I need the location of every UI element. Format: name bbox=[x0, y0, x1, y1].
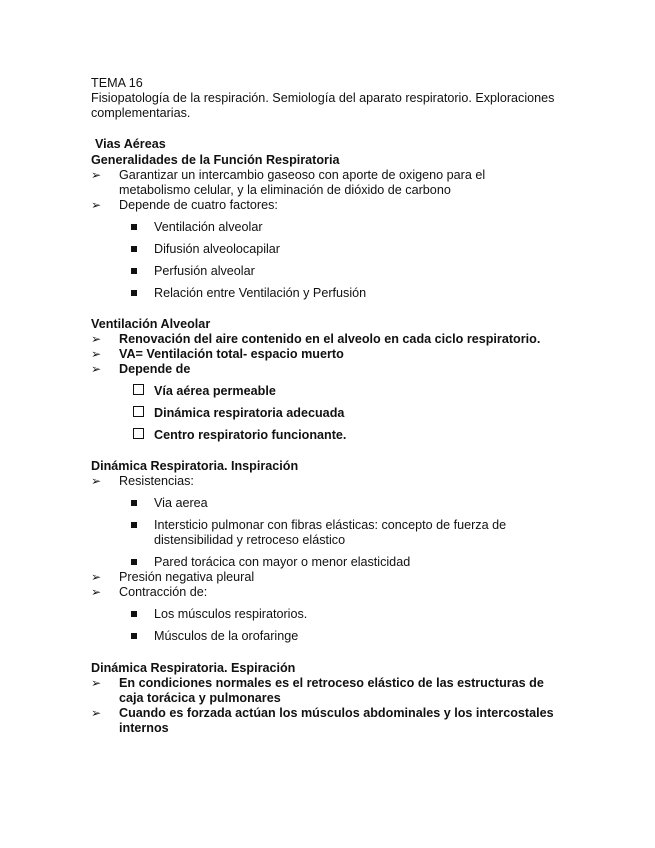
section-heading: Ventilación Alveolar bbox=[91, 317, 211, 331]
square-bullet-icon bbox=[131, 224, 137, 230]
arrow-bullet-icon: ➢ bbox=[91, 676, 102, 690]
section-ventilacion-alveolar bbox=[91, 317, 571, 443]
sub-list-item: Pared torácica con mayor o menor elasticidad bbox=[91, 555, 571, 570]
square-bullet-icon bbox=[131, 246, 137, 252]
square-bullet-icon bbox=[131, 290, 137, 296]
section-generalidades bbox=[91, 153, 571, 301]
checkbox-icon bbox=[133, 406, 144, 417]
list-item: ➢ Resistencias: bbox=[91, 474, 194, 488]
checkbox-item: Dinámica respiratoria adecuada bbox=[91, 406, 571, 421]
arrow-bullet-icon: ➢ bbox=[91, 168, 102, 182]
list-item: ➢ Presión negativa pleural bbox=[91, 570, 255, 584]
square-bullet-icon bbox=[131, 522, 137, 528]
checkbox-icon bbox=[133, 428, 144, 439]
arrow-bullet-icon: ➢ bbox=[91, 585, 102, 599]
section-vias-aereas: Vias Aéreas bbox=[95, 137, 166, 151]
section-heading: Dinámica Respiratoria. Espiración bbox=[91, 661, 296, 675]
square-bullet-icon bbox=[131, 500, 137, 506]
list-item: ➢ Depende de cuatro factores: bbox=[91, 198, 278, 212]
sub-list-item: Intersticio pulmonar con fibras elásticas: concepto de fuerza de distensibilidad y retroceso elástico bbox=[91, 518, 524, 548]
list-item: ➢ Cuando es forzada actúan los músculos abdominales y los intercostales internos bbox=[91, 706, 554, 735]
square-bullet-icon bbox=[131, 559, 137, 565]
list-item: ➢ Renovación del aire contenido en el alveolo en cada ciclo respiratorio. bbox=[91, 332, 541, 346]
arrow-bullet-icon: ➢ bbox=[91, 332, 102, 346]
arrow-bullet-icon: ➢ bbox=[91, 706, 102, 720]
list-item: ➢ Contracción de: bbox=[91, 585, 208, 599]
list-item: ➢ Garantizar un intercambio gaseoso con aporte de oxigeno para el metabolismo celular, y la eliminación de dióxido de carbono bbox=[91, 168, 486, 197]
list-item: ➢ Depende de bbox=[91, 362, 191, 376]
sub-list-item: Músculos de la orofaringe bbox=[91, 629, 571, 644]
sub-list-item: Perfusión alveolar bbox=[91, 264, 571, 279]
square-bullet-icon bbox=[131, 268, 137, 274]
sub-list-item: Via aerea bbox=[91, 496, 571, 511]
checkbox-item: Centro respiratorio funcionante. bbox=[91, 428, 571, 443]
section-heading: Dinámica Respiratoria. Inspiración bbox=[91, 459, 299, 473]
section-espiracion bbox=[91, 661, 571, 736]
section-inspiracion bbox=[91, 459, 571, 644]
checkbox-icon bbox=[133, 384, 144, 395]
sub-list-item: Los músculos respiratorios. bbox=[91, 607, 571, 622]
sub-list-item: Ventilación alveolar bbox=[91, 220, 571, 235]
sub-list-item: Difusión alveolocapilar bbox=[91, 242, 571, 257]
sub-list-item: Relación entre Ventilación y Perfusión bbox=[91, 286, 571, 301]
document-title: Fisiopatología de la respiración. Semiología del aparato respiratorio. Exploraciones complementarias. bbox=[91, 91, 555, 120]
arrow-bullet-icon: ➢ bbox=[91, 198, 102, 212]
section-heading: Generalidades de la Función Respiratoria bbox=[91, 153, 340, 167]
arrow-bullet-icon: ➢ bbox=[91, 570, 102, 584]
tema-label: TEMA 16 bbox=[91, 76, 143, 90]
arrow-bullet-icon: ➢ bbox=[91, 362, 102, 376]
header bbox=[91, 76, 571, 121]
checkbox-item: Vía aérea permeable bbox=[91, 384, 571, 399]
list-item: ➢ VA= Ventilación total- espacio muerto bbox=[91, 347, 344, 361]
arrow-bullet-icon: ➢ bbox=[91, 474, 102, 488]
square-bullet-icon bbox=[131, 611, 137, 617]
list-item: ➢ En condiciones normales es el retroceso elástico de las estructuras de caja torácica y pulmonares bbox=[91, 676, 544, 705]
square-bullet-icon bbox=[131, 633, 137, 639]
arrow-bullet-icon: ➢ bbox=[91, 347, 102, 361]
